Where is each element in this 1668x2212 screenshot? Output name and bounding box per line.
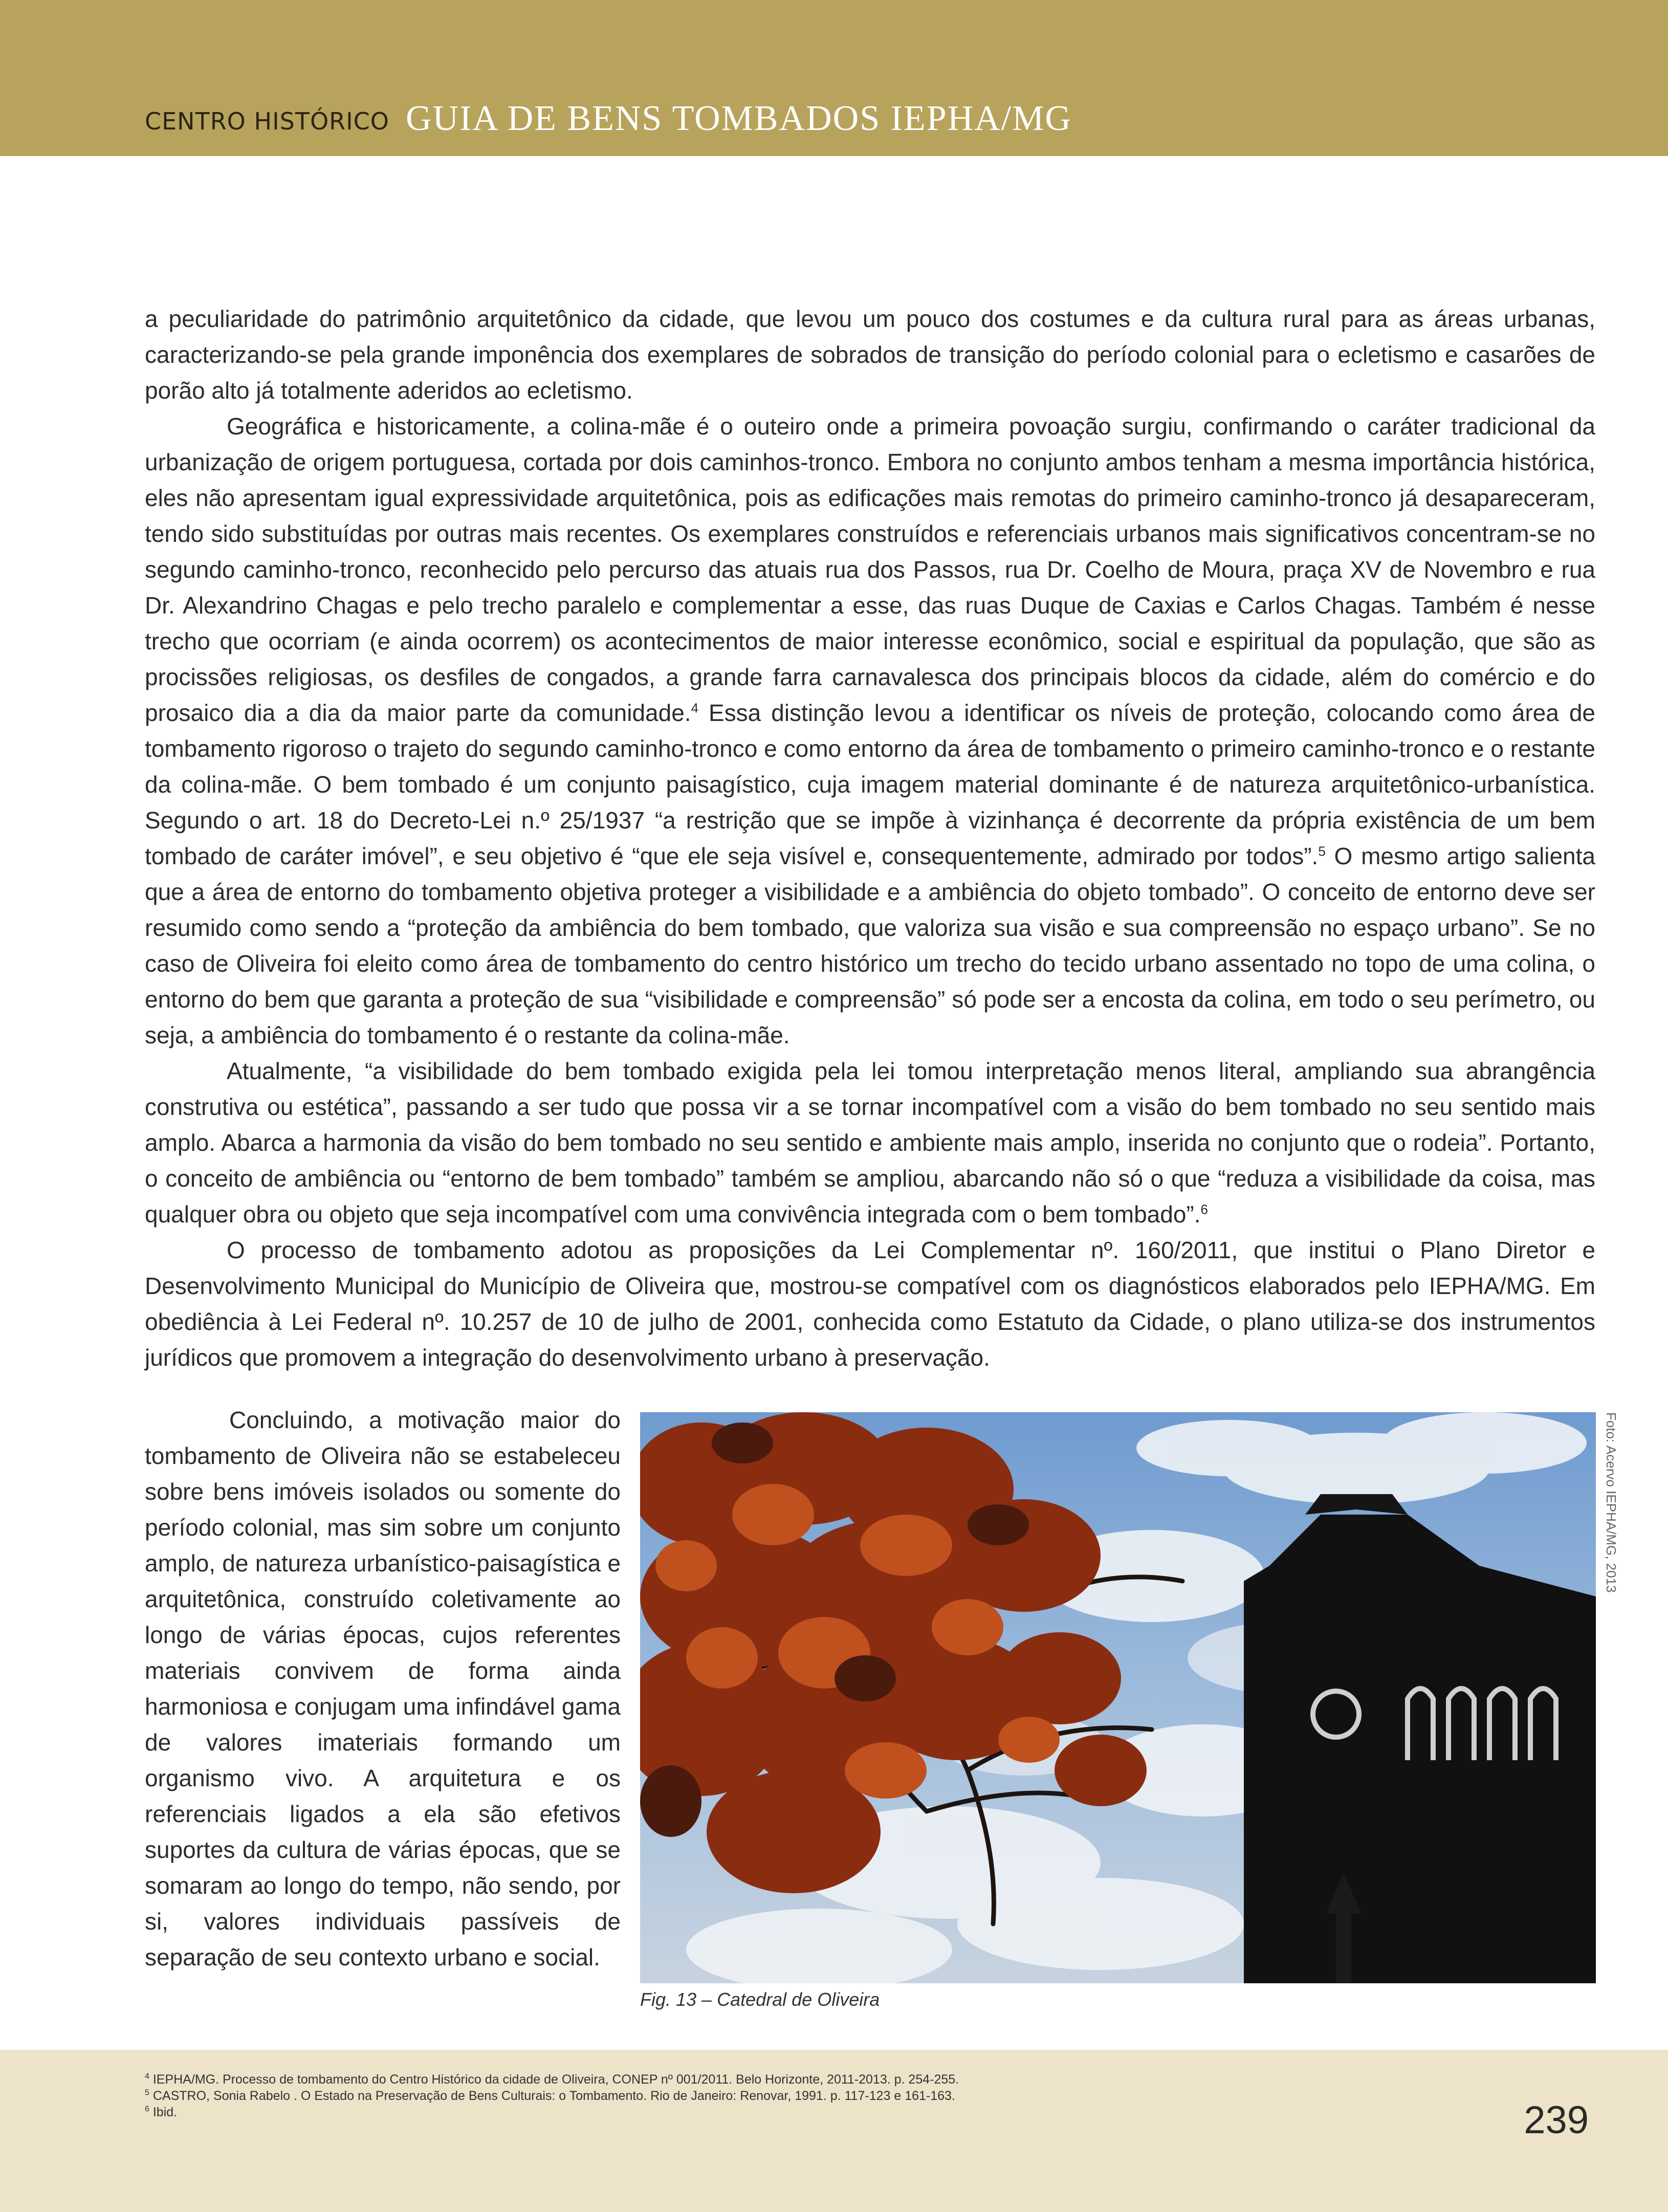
side-column-text [145, 1402, 621, 1975]
footnote-number: 6 [145, 2105, 149, 2114]
footnote-ref-4: 4 [691, 700, 699, 716]
photo-credit [1600, 1412, 1621, 1627]
footnotes [145, 2071, 1270, 2120]
footnote-ref-5: 5 [1318, 843, 1326, 859]
photo-credit-text: Foto: Acervo IEPHA/MG, 2013 [1604, 1412, 1619, 1593]
footnote-text: CASTRO, Sonia Rabelo . O Estado na Preservação de Bens Culturais: o Tombamento. Rio de Janeiro: Renovar, 1991. p. 117-123 e 161-163. [149, 2089, 955, 2103]
guide-title: GUIA DE BENS TOMBADOS IEPHA/MG [406, 99, 1072, 138]
footnote-text: IEPHA/MG. Processo de tombamento do Centro Histórico da cidade de Oliveira, CONEP nº 001/2011. Belo Horizonte, 2011-2013. p. 254-255. [149, 2072, 959, 2087]
page-header [0, 0, 1668, 156]
footnote-4 [145, 2071, 1270, 2088]
paragraph-1-text: a peculiaridade do patrimônio arquitetônico da cidade, que levou um pouco dos costumes e da cultura rural para as áreas urbanas, caracterizando-se pela grande imponência dos exemplares de sobrados de transição do período colonial para o ecletismo e casarões de porão alto já totalmente aderidos ao ecletismo. [145, 305, 1595, 404]
section-label: CENTRO HISTÓRICO [145, 107, 389, 135]
paragraph-4-text: O processo de tombamento adotou as proposições da Lei Complementar nº. 160/2011, que institui o Plano Diretor e Desenvolvimento Municipal do Município de Oliveira que, mostrou-se compatível com os diagnósticos elaborados pelo IEPHA/MG. Em obediência à Lei Federal nº. 10.257 de 10 de julho de 2001, conhecida como Estatuto da Cidade, o plano utiliza-se dos instrumentos jurídicos que promovem a integração do desenvolvimento urbano à preservação. [145, 1237, 1595, 1371]
footnote-ref-6: 6 [1200, 1201, 1208, 1217]
paragraph-3-text: Atualmente, “a visibilidade do bem tombado exigida pela lei tomou interpretação menos literal, ampliando sua abrangência construtiva ou estética”, passando a ser tudo que possa vir a se tornar incompatível com a visão do bem tombado no seu sentido mais amplo. Abarca a harmonia da visão do bem tombado no seu sentido e ambiente mais amplo, inserida no conjunto que o rodeia”. Portanto, o conceito de ambiência ou “entorno de bem tombado” também se ampliou, abarcando não só o que “reduza a visibilidade da coisa, mas qualquer obra ou objeto que seja incompatível com uma convivência integrada com o bem tombado”. [145, 1058, 1595, 1228]
paragraph-4 [145, 1232, 1595, 1375]
footnote-text: Ibid. [149, 2105, 178, 2119]
footnote-number: 5 [145, 2088, 149, 2097]
cathedral-photo [640, 1412, 1596, 1983]
paragraph-2 [145, 408, 1595, 1053]
cathedral-photo-graphic [640, 1412, 1596, 1983]
side-paragraph: Concluindo, a motivação maior do tombamento de Oliveira não se estabeleceu sobre bens imóveis isolados ou somente do período colonial, mas sim sobre um conjunto amplo, de natureza urbanístico-paisagística e arquitetônica, construído coletivamente ao longo de várias épocas, cujos referentes materiais convivem de forma ainda harmoniosa e conjugam uma infindável gama de valores imateriais formando um organismo vivo. A arquitetura e os referenciais ligados a ela são efetivos suportes da cultura de várias épocas, que se somaram ao longo do tempo, não sendo, por si, valores individuais passíveis de separação de seu contexto urbano e social. [145, 1407, 621, 1970]
paragraph-3 [145, 1053, 1595, 1232]
figure-caption: Fig. 13 – Catedral de Oliveira [640, 1989, 880, 2010]
main-text [145, 301, 1595, 1375]
footnote-6 [145, 2104, 1270, 2120]
paragraph-2-text: Geográfica e historicamente, a colina-mãe é o outeiro onde a primeira povoação surgiu, confirmando o caráter tradicional da urbanização de origem portuguesa, cortada por dois caminhos-tronco. Embora no conjunto ambos tenham a mesma importância histórica, eles não apresentam igual expressividade arquitetônica, pois as edificações mais remotas do primeiro caminho-tronco já desapareceram, tendo sido substituídas por outras mais recentes. Os exemplares construídos e referenciais urbanos mais significativos concentram-se no segundo caminho-tronco, reconhecido pelo percurso das atuais rua dos Passos, rua Dr. Coelho de Moura, praça XV de Novembro e rua Dr. Alexandrino Chagas e pelo trecho paralelo e complementar a esse, das ruas Duque de Caxias e Carlos Chagas. Também é nesse trecho que ocorriam (e ainda ocorrem) os acontecimentos de maior interesse econômico, social e espiritual da população, que são as procissões religiosas, os desfiles de congados, a grande farra carnavalesca dos principais blocos da cidade, além do comércio e do prosaico dia a dia da maior parte da comunidade. [145, 413, 1595, 726]
paragraph-2-text-b: Essa distinção levou a identificar os níveis de proteção, colocando como área de tombamento rigoroso o trajeto do segundo caminho-tronco e como entorno da área de tombamento o primeiro caminho-tronco e o restante da colina-mãe. O bem tombado é um conjunto paisagístico, cuja imagem material dominante é de natureza arquitetônico-urbanística. Segundo o art. 18 do Decreto-Lei n.º 25/1937 “a restrição que se impõe à vizinhança é decorrente da própria existência de um bem tombado de caráter imóvel”, e seu objetivo é “que ele seja visível e, consequentemente, admirado por todos”. [145, 699, 1595, 869]
paragraph-2-text-c: O mesmo artigo salienta que a área de entorno do tombamento objetiva proteger a visibilidade e a ambiência do objeto tombado”. O conceito de entorno deve ser resumido como sendo a “proteção da ambiência do bem tombado, que valoriza sua visão e sua compreensão no espaço urbano”. Se no caso de Oliveira foi eleito como área de tombamento do centro histórico um trecho do tecido urbano assentado no topo de uma colina, o entorno do bem que garanta a proteção de sua “visibilidade e compreensão” só pode ser a encosta da colina, em todo o seu perímetro, ou seja, a ambiência do tombamento é o restante da colina-mãe. [145, 843, 1596, 1048]
footnote-5 [145, 2088, 1270, 2104]
footnote-number: 4 [145, 2072, 149, 2081]
page-number: 239 [1524, 2098, 1589, 2142]
paragraph-1 [145, 301, 1595, 408]
